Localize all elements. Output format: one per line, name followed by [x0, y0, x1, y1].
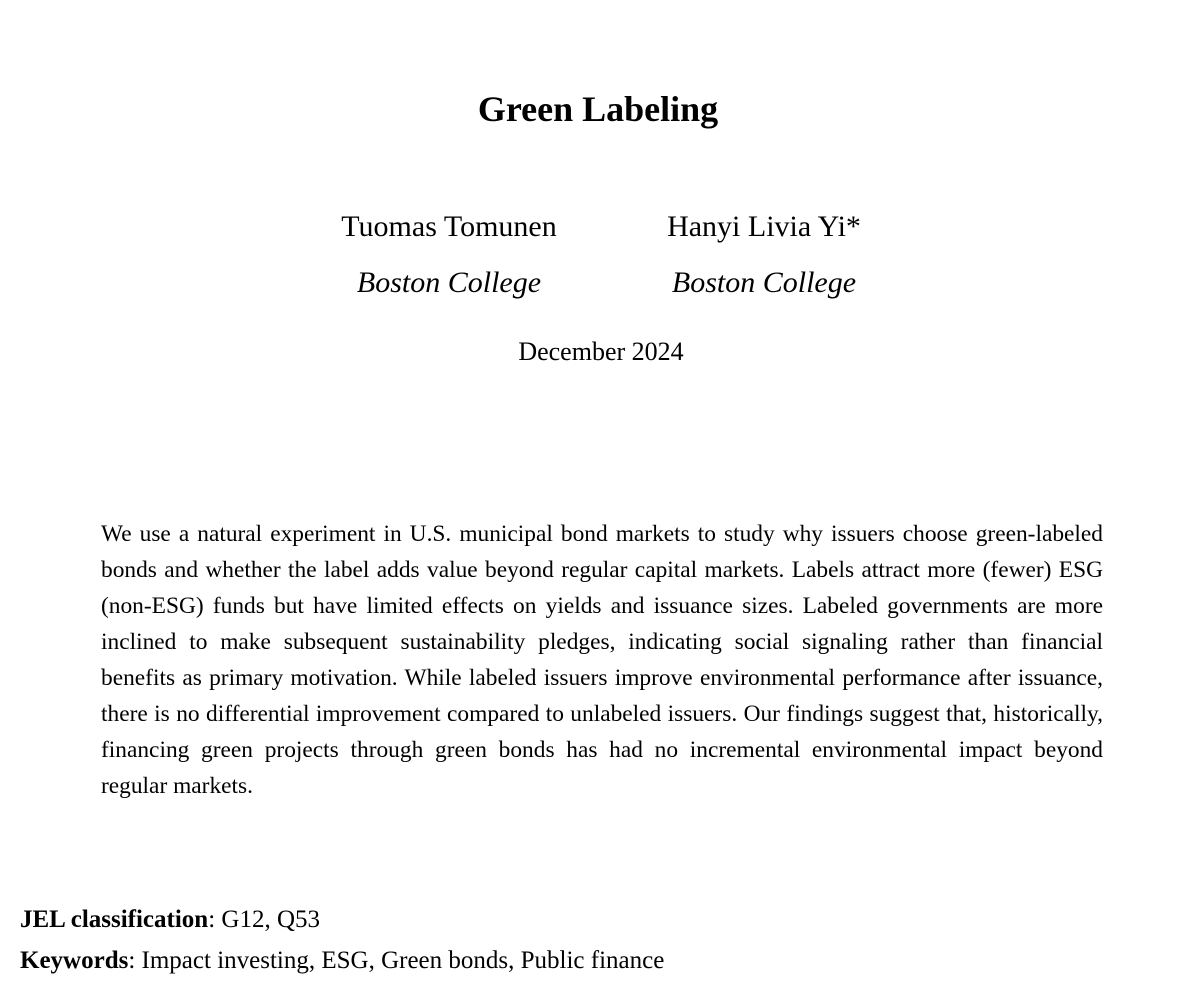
paper-title: Green Labeling: [477, 89, 719, 129]
author-affiliation-1: Boston College: [356, 266, 542, 299]
keywords-colon: :: [128, 947, 142, 974]
jel-classification: [20, 904, 320, 936]
jel-value: G12, Q53: [221, 906, 321, 933]
keywords-label: Keywords: [20, 947, 129, 974]
author-name-2: Hanyi Livia Yi*: [667, 210, 861, 243]
abstract: We use a natural experiment in U.S. municipal bond markets to study why issuers choose green-labeled bonds and whether the label adds value beyond regular capital markets. Labels attract more (fewer) ESG (non-ESG) funds but have limited effects on yields and issuance sizes. Labeled governments are more inclined to make subsequent sustainability pledges, indicating social signaling rather than financial benefits as primary motivation. While labeled issuers improve environmental performance after issuance, there is no differential improvement compared to unlabeled issuers. Our findings suggest that, historically, financing green projects through green bonds has had no incremental environmental impact beyond regular markets.: [101, 521, 1103, 799]
keywords-value: Impact investing, ESG, Green bonds, Public finance: [141, 947, 665, 974]
keywords: [20, 945, 664, 977]
publication-date: December 2024: [518, 337, 684, 366]
jel-label: JEL classification: [20, 906, 209, 933]
jel-colon: :: [208, 906, 222, 933]
author-affiliation-2: Boston College: [671, 266, 857, 299]
author-name-1: Tuomas Tomunen: [341, 210, 557, 243]
